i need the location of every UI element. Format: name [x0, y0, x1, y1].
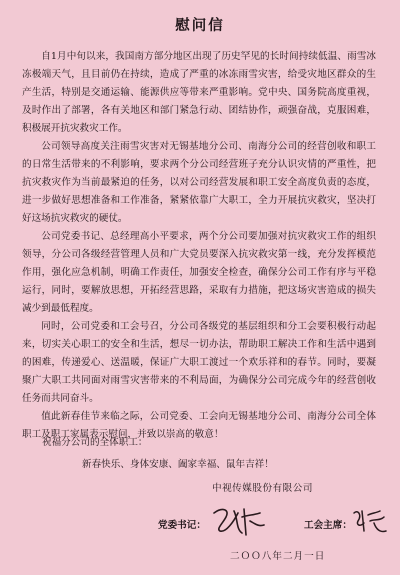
paragraph-3: 公司党委书记、总经理高小平要求，两个分公司要加强对抗灾救灾工作的组织领导，分公司各级经营管理人员和广大党员要深入抗灾救灾第一线，充分发挥模范作用，强化应急机制，明确工作责任，加强安全检查，确保分公司工作有序与平稳运行，同时，要解放思想，开拓经营思路，采取有力措施，把这场灾害造成的损失减少到最低程度。 — [22, 231, 376, 314]
union-chair-signature — [350, 505, 390, 537]
letter-title: 慰问信 — [175, 17, 225, 34]
letter-body — [22, 48, 376, 444]
paragraph-1: 自1月中旬以来，我国南方部分地区出现了历史罕见的长时间持续低温、雨雪冰冻极端天气，且目前仍在持续，造成了严重的冰冻雨雪灾害，给受灾地区群众的生产生活，特别是交通运输、能源供应等带来严重影响。党中央、国务院高度重视，及时作出了部署，各有关地区和部门紧急行动、团结协作，顽强奋战，克服困难，积极展开抗灾救灾工作。 — [22, 51, 376, 134]
paragraph-5: 值此新春佳节来临之际，公司党委、工会向无锡基地分公司、南海分公司全体职工及职工家属表示慰问，并致以崇高的敬意！ — [22, 411, 376, 440]
greeting-line-1: 祝福分公司的全体职工： — [42, 437, 148, 448]
company-name: 中视传媒股份有限公司 — [212, 483, 313, 494]
paragraph-4: 同时，公司党委和工会号召，分公司各级党的基层组织和分工会要积极行动起来，切实关心职工的安全和生活，想尽一切办法，帮助职工解决工作和生活中遇到的困难，传递爱心、送温暖，保证广大职工渡过一个欢乐祥和的春节。同时，要凝聚广大职工共同面对雨雪灾害带来的不利局面，为确保分公司完成今年的经营创收任务而共同奋斗。 — [22, 321, 376, 404]
letter-date: 二ＯＯ八年二月一日 — [230, 551, 326, 562]
greeting-line-2: 新春快乐、身体安康、阖家幸福、鼠年吉祥！ — [82, 459, 274, 470]
paragraph-2: 公司领导高度关注雨雪灾害对无锡基地分公司、南海分公司的经营创收和职工的日常生活带来的不利影响，要求两个分公司经营班子充分认识灾情的严重性，把抗灾救灾作为当前最紧迫的任务，以对公司经营发展和职工安全高度负责的态度，进一步做好思想准备和工作准备，紧紧依靠广大职工，全力开展抗灾救灾，坚决打好这场抗灾救灾的硬仗。 — [22, 141, 376, 224]
signature-row — [0, 503, 400, 543]
party-secretary-signature — [208, 503, 268, 539]
union-chair-label: 工会主席： — [304, 520, 352, 531]
party-secretary-label: 党委书记： — [158, 520, 206, 531]
